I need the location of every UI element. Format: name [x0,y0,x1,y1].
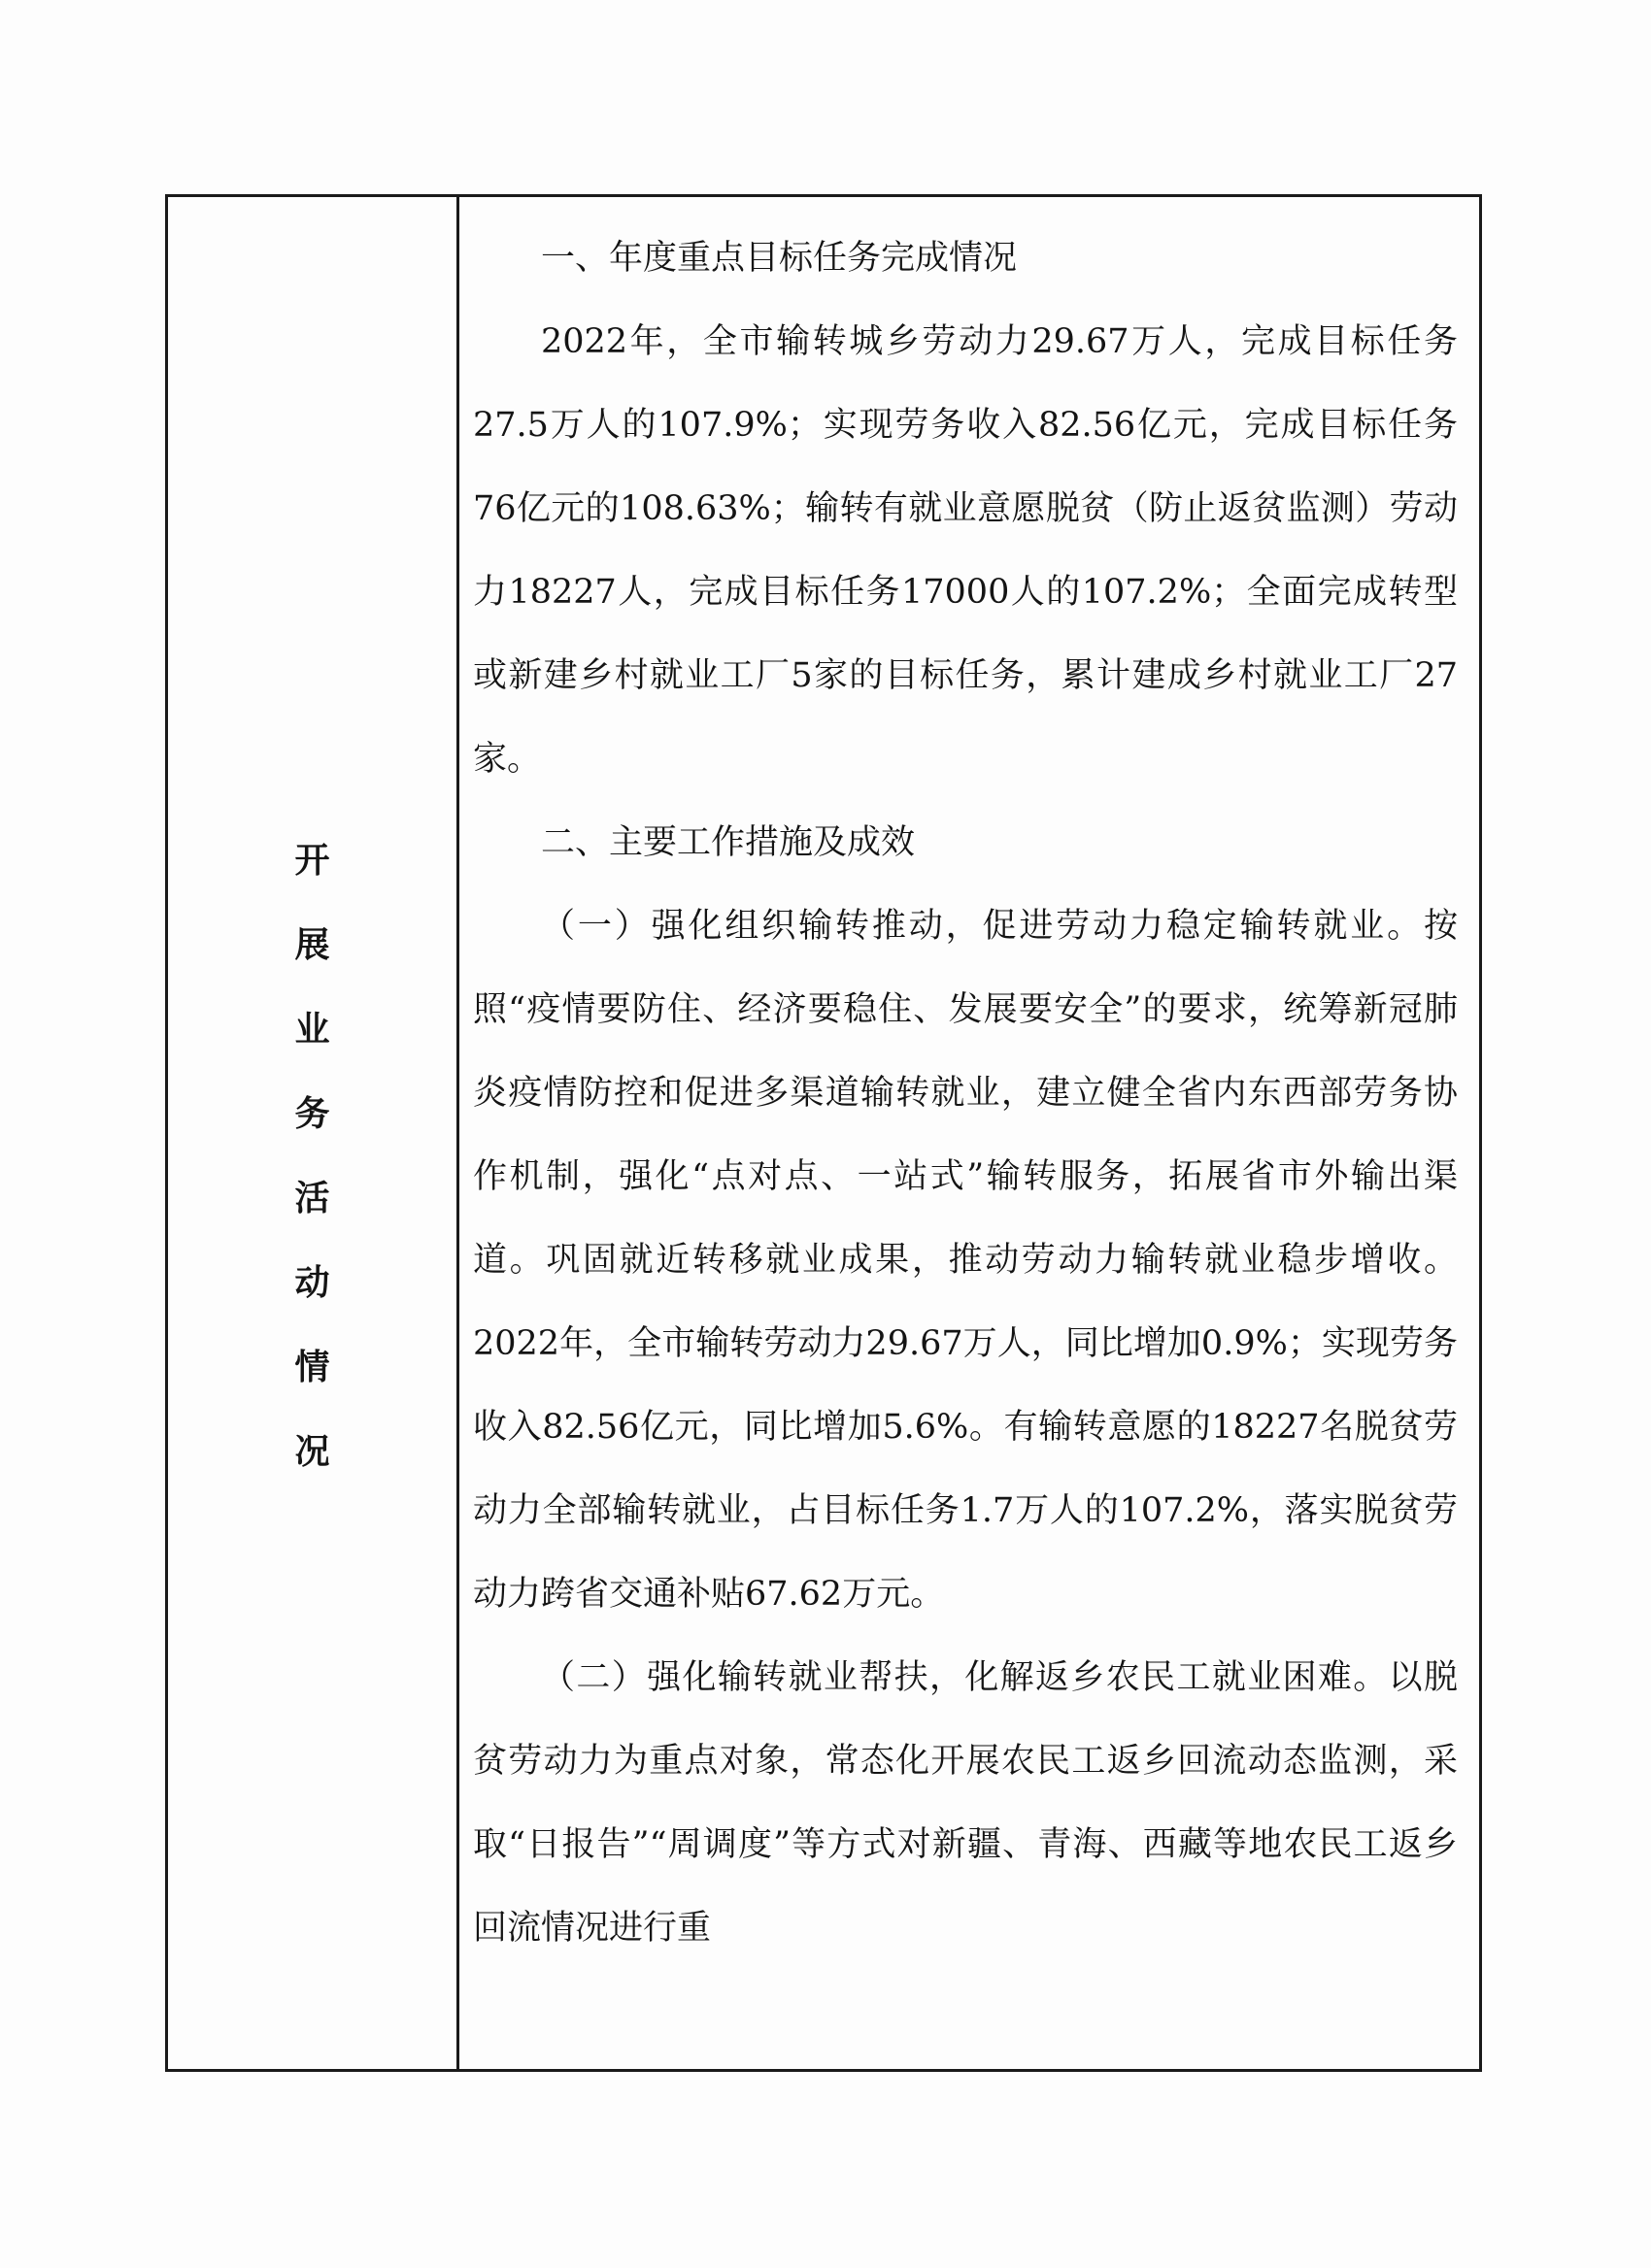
heading-annual-targets: 一、年度重点目标任务完成情况 [541,239,1018,278]
paragraph-measure-2: （二）强化输转就业帮扶，化解返乡农民工就业困难。以脱贫劳动力为重点对象，常态化开展农民工返乡回流动态监测，采取“日报告”“周调度”等方式对新疆、青海、西藏等地农民工返乡回流情况进行重 [473,1658,1458,1948]
label-char: 展 [294,924,330,965]
label-char: 务 [294,1093,330,1134]
label-char: 况 [294,1431,330,1472]
form-table [165,194,1482,2072]
label-char: 活 [294,1178,330,1218]
label-char: 情 [294,1347,330,1387]
paragraph-measure-1: （一）强化组织输转推动，促进劳动力稳定输转就业。按照“疫情要防住、经济要稳住、发展要安全”的要求，统筹新冠肺炎疫情防控和促进多渠道输转就业，建立健全省内东西部劳务协作机制，强化“点对点、一站式”输转服务，拓展省市外输出渠道。巩固就近转移就业成果，推动劳动力输转就业稳步增收。2022年，全市输转劳动力29.67万人，同比增加0.9%；实现劳务收入82.56亿元，同比增加5.6%。有输转意愿的18227名脱贫劳动力全部输转就业，占目标任务1.7万人的107.2%，落实脱贫劳动力跨省交通补贴67.62万元。 [473,907,1458,1614]
label-char: 开 [294,840,330,881]
label-char: 业 [294,1009,330,1050]
section-label [168,818,456,1494]
section-content-cell [459,197,1479,2069]
label-char: 动 [294,1262,330,1303]
paragraph-targets-summary: 2022年，全市输转城乡劳动力29.67万人，完成目标任务27.5万人的107.9%；实现劳务收入82.56亿元，完成目标任务76亿元的108.63%；输转有就业意愿脱贫（防止返贫监测）劳动力18227人，完成目标任务17000人的107.2%；全面完成转型或新建乡村就业工厂5家的目标任务，累计建成乡村就业工厂27家。 [473,322,1458,779]
section-label-cell [168,197,459,2069]
heading-main-measures: 二、主要工作措施及成效 [541,823,916,862]
